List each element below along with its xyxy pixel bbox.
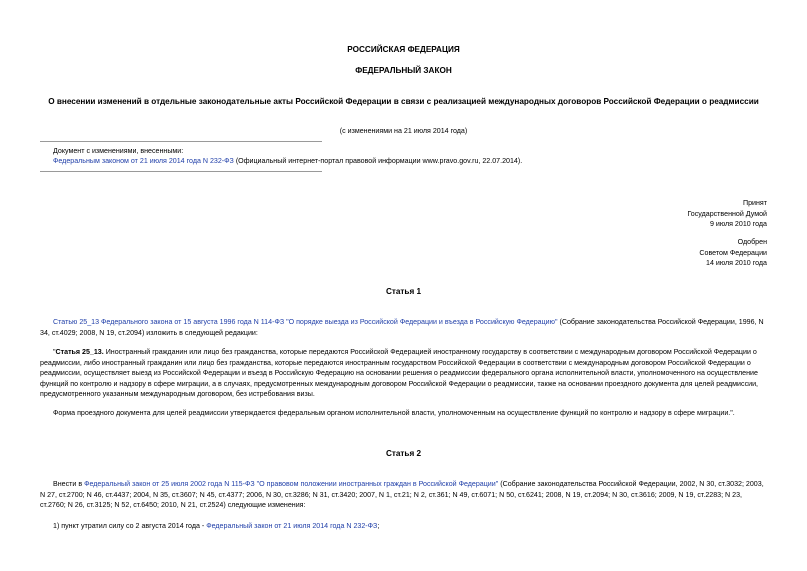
adoption-duma: Государственной Думой [687,209,767,218]
amendments-label: Документ с изменениями, внесенными: [53,147,184,155]
article2-intro-text: (Собрание законодательства Российской Федерации, 2002, N 30, ст.3032; 2003, N 27, ст.2700; N 46, ст.4437; 2004, N 35, ст.3607; N 45, ст.4377; 2006, N 30, ст.3286; N 31, ст.3420; 2007, N 1, ст.21; N 2, ст.361; N 49, ст.6071; N 50, ст.6241; 2008, N 19, ст.2094; N 30, ст.3616; 2009, N 19, ст.2283; N 23, ст.2760; N 26, ст.3125; N 52, ст.6450; 2010, N 21, ст.2524) следующие изменения: [40,480,764,510]
approval-approved: Одобрен [737,238,767,246]
item1-law-link[interactable]: Федеральный закон от 21 июля 2014 года N 232-ФЗ [206,522,378,530]
article2-heading: Статья 2 [385,449,422,458]
quote-open: " [53,348,56,356]
article2-law-link[interactable]: Федеральный закон от 25 июля 2002 года N 115-ФЗ "О правовом положении иностранных граждан в Российской Федерации" [84,480,499,488]
article1-form-paragraph: Форма проездного документа для целей реадмиссии утверждается федеральным органом исполнительной власти, уполномоченным на осуществление функций по контролю и надзору в сфере миграции.". [53,409,735,417]
approval-council-date: 14 июля 2010 года [706,259,767,268]
top-divider [40,141,322,142]
duma-adoption [567,198,767,230]
quote-text: Иностранный гражданин или лицо без гражданства, которые передаются Российской Федерацией иностранному государству в соответствии с международным договором Российской Федерации о реадмиссии, либо иностранный гражданин или лицо без гражданства, которые передаются иностранным государством Российской Федерации в соответствии с международным договором Российской Федерации о реадмиссии, осуществляет выезд из Российской Федерации и въезд в Российскую Федерацию на основании решения о реадмиссии федерального органа исполнительной власти, уполномоченного на осуществление функций по контролю и надзору в сфере миграции, а в случаях, предусмотренных международным договором Российской Федерации о реадмиссии, также на основании проездного документа для целей реадмиссии, предусмотренного указанным международным договором, без истребования визы. [40,348,759,399]
amendment-law-link[interactable]: Федеральным законом от 21 июля 2014 года N 232-ФЗ [53,157,234,165]
article2-item1 [53,521,379,532]
item1-end: ; [377,522,380,530]
council-approval [567,237,767,269]
article1-quote [40,347,767,400]
adoption-accepted: Принят [742,199,767,207]
article1-law-link[interactable]: Статью 25_13 Федерального закона от 15 августа 1996 года N 114-ФЗ "О порядке выезда из Российской Федерации и въезда в Российскую Федерацию" [53,318,558,326]
quote-article-number: Статья 25_13. [55,348,104,356]
item1-text: 1) пункт утратил силу со 2 августа 2014 года - [53,522,207,530]
article1-intro [40,317,767,338]
article2-intro [40,479,767,511]
edition-note: (с изменениями на 21 июля 2014 года) [339,127,468,135]
amendment-source: (Официальный интернет-портал правовой информации www.pravo.gov.ru, 22.07.2014). [233,157,523,165]
article2-intro-pre: Внести в [53,480,85,488]
doc-type-heading: ФЕДЕРАЛЬНЫЙ ЗАКОН [355,66,452,75]
country-heading: РОССИЙСКАЯ ФЕДЕРАЦИЯ [347,45,460,54]
bottom-divider [40,171,322,172]
article1-intro-text: (Собрание законодательства Российской Федерации, 1996, N 34, ст.4029; 2008, N 19, ст.2094) изложить в следующей редакции: [40,318,764,337]
adoption-duma-date: 9 июля 2010 года [709,220,767,229]
law-title: О внесении изменений в отдельные законодательные акты Российской Федерации в связи с реализацией международных договоров Российской Федерации о реадмиссии [48,97,759,106]
amendments-line [53,156,522,167]
article1-heading: Статья 1 [385,287,422,296]
approval-council: Советом Федерации [699,248,767,257]
